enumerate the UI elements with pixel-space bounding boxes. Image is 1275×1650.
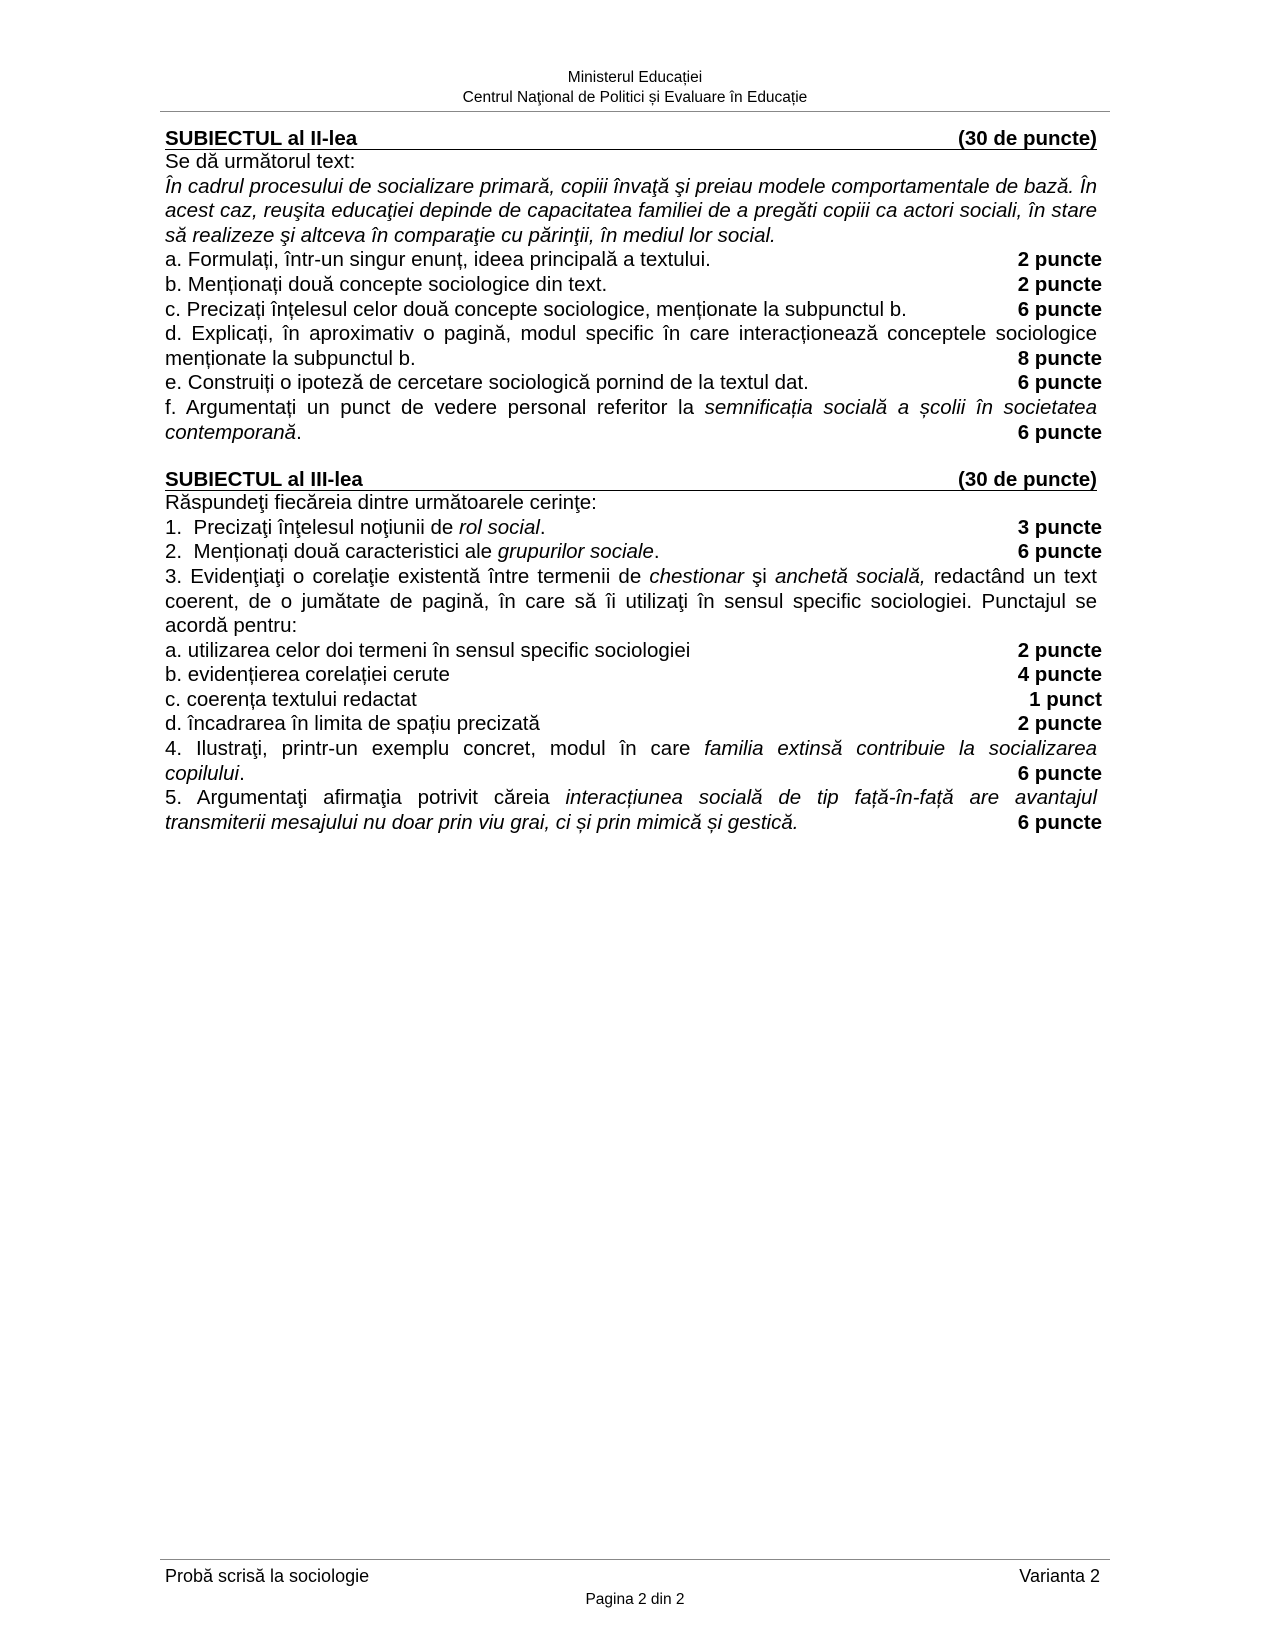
section-2-title: SUBIECTUL al II-lea (165, 127, 358, 150)
item-3-2-points: 6 puncte (1017, 540, 1102, 564)
item-3-1-num: 1. (165, 515, 183, 539)
header-ministry: Ministerul Educației (567, 69, 703, 86)
item-3-4-italic2: copilului (165, 761, 240, 785)
item-2c-points: 6 puncte (1017, 297, 1102, 321)
item-3-1-text (165, 516, 1006, 541)
item-3-5-line1 (165, 786, 1097, 811)
item-3-1 (165, 516, 1107, 541)
footer-variant: Varianta 2 (1019, 1566, 1100, 1586)
item-3-5 (165, 811, 1107, 836)
item-3-1-post: . (539, 515, 546, 539)
item-2e-text: e. Construiți o ipoteză de cercetare sociologică pornind de la textul dat. (165, 371, 809, 395)
section-2-points: (30 de puncte) (958, 127, 1097, 150)
item-3-2 (165, 540, 1107, 565)
item-3-3 (165, 565, 1097, 639)
item-3-3b-points: 4 puncte (1017, 663, 1102, 687)
item-3-3a (165, 639, 1107, 664)
item-3-4-points: 6 puncte (1017, 761, 1102, 785)
item-3-5-points: 6 puncte (1017, 810, 1102, 834)
item-3-4-post: . (239, 761, 245, 785)
header-divider (160, 111, 1110, 112)
item-2e (165, 371, 1107, 396)
item-2b-points: 2 puncte (1017, 272, 1102, 296)
item-2b-text: b. Menționați două concepte sociologice din text. (165, 272, 608, 296)
header-center: Centrul Naţional de Politici și Evaluare în Educație (462, 89, 808, 106)
item-3-3-pre: 3. Evidenţiaţi o corelaţie existentă între termenii de (165, 564, 650, 588)
section-2-heading (165, 128, 1097, 150)
item-3-3d-text: d. încadrarea în limita de spațiu precizată (165, 712, 540, 736)
section-3-heading (165, 469, 1097, 491)
item-3-5-italic1: interacțiunea socială de tip față-în-față are avantajul (565, 786, 1097, 810)
item-2a-points: 2 puncte (1017, 248, 1102, 272)
item-2f-post: . (296, 420, 302, 444)
item-3-4 (165, 762, 1107, 787)
item-3-3d (165, 712, 1107, 737)
footer-divider (160, 1559, 1110, 1560)
item-3-3-italic2: anchetă socială, (775, 564, 926, 588)
item-2a (165, 248, 1107, 273)
item-3-4-italic1: familia extinsă contribuie la socializarea (704, 737, 1098, 761)
item-2d-line2: menționate la subpunctul b. (165, 346, 416, 370)
item-2f-points: 6 puncte (1017, 420, 1102, 444)
item-2f-pre: f. Argumentați un punct de vedere personal referitor la (165, 395, 705, 419)
item-3-5-italic2: transmiterii mesajului nu doar prin viu grai, ci și prin mimică și gestică. (165, 810, 799, 834)
item-3-3b-text: b. evidențierea corelației cerute (165, 663, 450, 687)
item-3-4-pre: 4. Ilustraţi, printr-un exemplu concret, modul în care (165, 737, 705, 761)
item-3-2-num: 2. (165, 540, 183, 564)
section-3-points: (30 de puncte) (958, 468, 1097, 492)
item-2f-italic2: contemporană (165, 420, 297, 444)
item-3-1-italic: rol social (459, 515, 540, 539)
exam-content (165, 128, 1107, 835)
item-2f-line2 (165, 421, 1006, 446)
item-3-3c-points: 1 punct (1029, 687, 1102, 711)
item-2d-line1: d. Explicați, în aproximativ o pagină, modul specific în care interacționează conceptele sociologice (165, 322, 1097, 346)
item-2f (165, 421, 1107, 446)
section-2-quote: În cadrul procesului de socializare primară, copiii învaţă şi preiau modele comportamentale de bază. În acest caz, reuşita educaţiei depinde de capacitatea familiei de a pregăti copiii ca actori sociali, în stare să realizeze şi altceva în comparaţie cu părinţii, în mediul lor social. (165, 174, 1097, 247)
footer-page-number: Pagina 2 din 2 (585, 1591, 685, 1608)
item-3-2-pre: Menționați două caracteristici ale (193, 540, 498, 564)
item-3-3d-points: 2 puncte (1017, 712, 1102, 736)
item-3-2-post: . (653, 540, 660, 564)
item-2c (165, 298, 1107, 323)
item-2d (165, 347, 1107, 372)
section-2-intro: Se dă următorul text: (165, 150, 356, 173)
item-3-3b (165, 663, 1107, 688)
item-3-3c (165, 688, 1107, 713)
item-2f-italic1: semnificația socială a școlii în societatea (704, 395, 1097, 419)
page-header (160, 68, 1110, 108)
item-3-1-pre: Precizaţi înţelesul noţiunii de (193, 515, 460, 539)
item-3-3-post: redactând un text coerent, de o jumătate de pagină, în care să îi utilizaţi în sensul specific sociologiei. Punctajul se acordă pentru: (165, 564, 1097, 638)
section-3-title: SUBIECTUL al III-lea (165, 468, 363, 492)
section-3-intro: Răspundeţi fiecăreia dintre următoarele cerinţe: (165, 491, 597, 515)
page-footer (165, 1566, 1100, 1587)
item-2a-text: a. Formulați, într-un singur enunț, ideea principală a textului. (165, 248, 711, 272)
item-3-4-line1 (165, 737, 1097, 762)
item-3-3a-text: a. utilizarea celor doi termeni în sensul specific sociologiei (165, 638, 691, 662)
item-3-3-italic1: chestionar (649, 564, 744, 588)
item-2e-points: 6 puncte (1017, 371, 1102, 395)
item-3-3a-points: 2 puncte (1017, 638, 1102, 662)
item-2f-line1 (165, 396, 1097, 421)
item-3-3-mid: şi (743, 564, 775, 588)
item-2c-text: c. Precizați înțelesul celor două concepte sociologice, menționate la subpunctul b. (165, 297, 907, 321)
item-3-2-text (165, 540, 1006, 565)
item-3-3c-text: c. coerența textului redactat (165, 687, 417, 711)
item-3-5-pre: 5. Argumentaţi afirmaţia potrivit căreia (165, 786, 566, 810)
item-2b (165, 273, 1107, 298)
item-2d-points: 8 puncte (1017, 346, 1102, 370)
item-3-2-italic: grupurilor sociale (497, 540, 654, 564)
footer-exam-name: Probă scrisă la sociologie (165, 1566, 370, 1586)
item-3-1-points: 3 puncte (1017, 515, 1102, 539)
item-3-4-line2 (165, 762, 1006, 787)
